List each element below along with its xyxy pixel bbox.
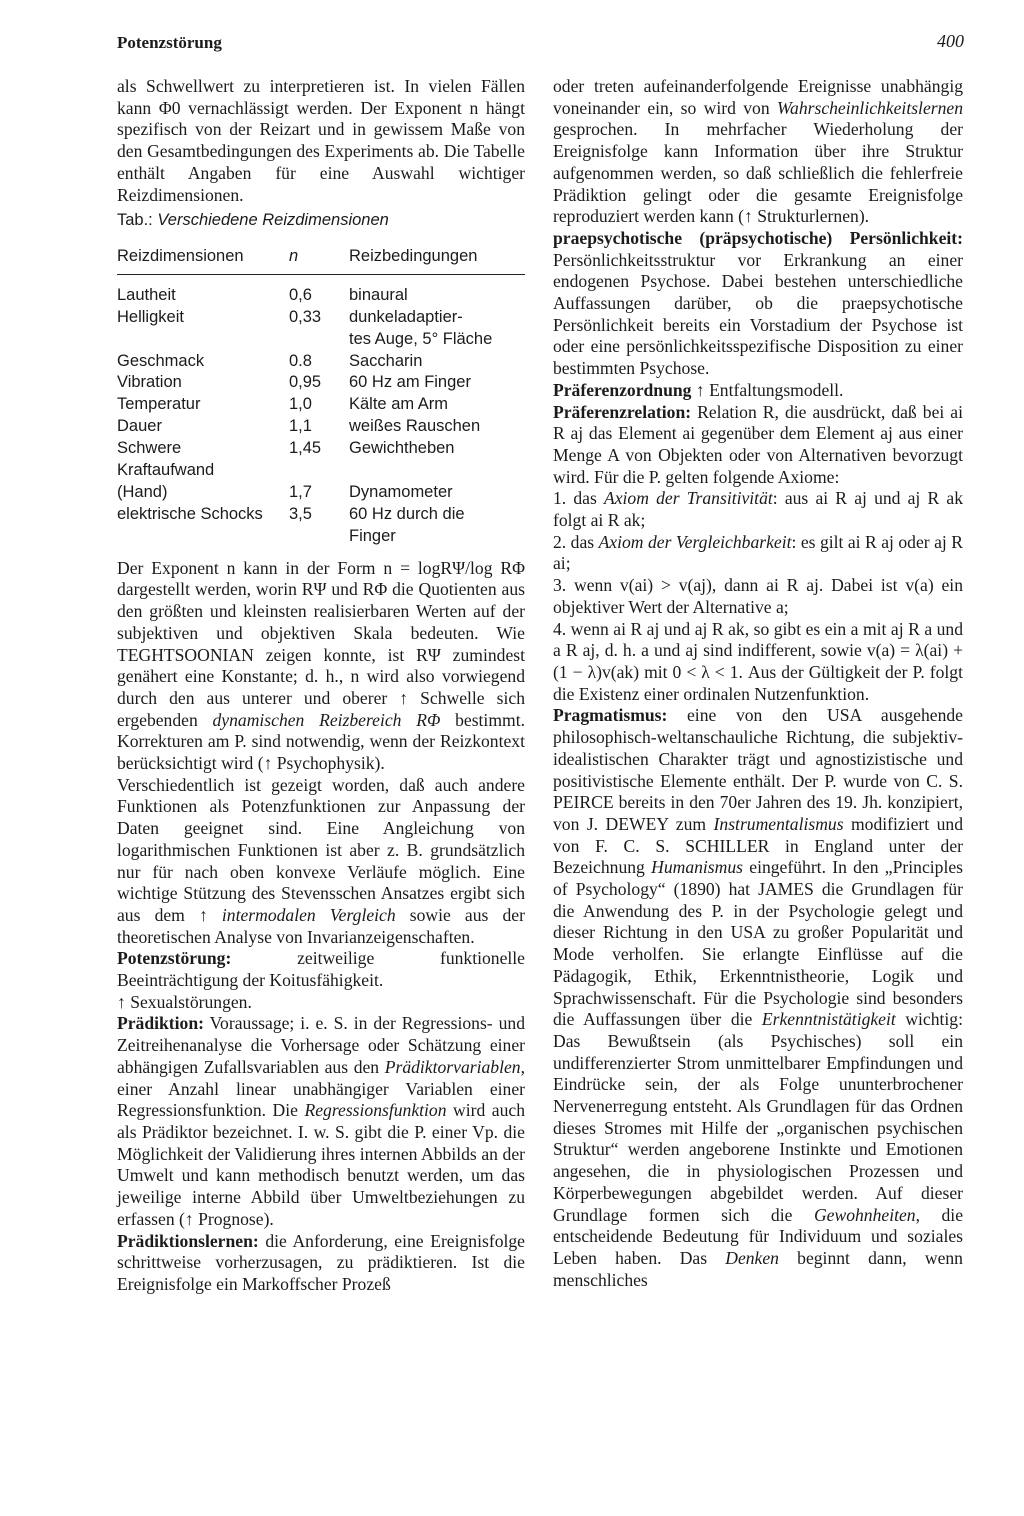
emphasis: Axiom der Transitivität — [603, 488, 773, 509]
table-cell — [289, 460, 349, 482]
table-cell: Gewichtheben — [349, 439, 455, 458]
entry-praediktionslernen — [117, 1231, 525, 1296]
table-row — [117, 504, 525, 526]
entry-praepsychotische-persoenlichkeit — [553, 228, 963, 380]
entry-praeferenzrelation — [553, 402, 963, 489]
emphasis: Wahrscheinlichkeitslernen — [777, 97, 963, 118]
table-cell: dunkeladaptier- — [349, 307, 463, 326]
text-run: Relation R, die ausdrückt, daß bei ai R aj das Element ai gegenüber dem Element aj aus einer Menge A von Objekten oder von Alternativen bevorzugt wird. Für die P. gelten folgende Axiome: — [553, 401, 963, 487]
page-number: 400 — [937, 31, 964, 51]
continuation-paragraph — [553, 76, 963, 228]
text-run: oder treten aufeinanderfolgende Ereignisse unabhängig voneinander ein, so wird von — [553, 76, 963, 118]
text-run: modifiziert und von F. C. S. SCHILLER in England unter der Bezeichnung — [553, 813, 963, 878]
entry-term: Prädiktion: — [117, 1013, 204, 1034]
text-run: zeitweilige funktionelle Beeinträchtigung der Koitusfähigkeit. — [117, 948, 525, 991]
table-row — [117, 274, 525, 306]
text-run: gesprochen. In mehrfacher Wiederholung der Ereignisfolge kann Information über ihre Struktur aufgenommen werden, so daß schließlich die fehlerfreie Prädiktion gelingt oder die gesamte Ereignisfolge reproduziert werden kann (↑ Strukturlernen). — [553, 119, 963, 227]
table-cell: elektrische Schocks — [117, 504, 263, 523]
text-run: beginnt dann, wenn menschliches — [553, 1247, 963, 1290]
table-cell: Vibration — [117, 373, 182, 392]
axiom-2 — [553, 532, 963, 575]
table-cell: Lautheit — [117, 285, 176, 304]
emphasis: dynamischen Reizbereich RΦ — [212, 709, 441, 730]
entry-praeferenzordnung — [553, 380, 963, 402]
alternatives-paragraph — [117, 775, 525, 949]
axiom-1 — [553, 488, 963, 531]
table-cell: 0,6 — [289, 285, 312, 304]
table-cell: Temperatur — [117, 395, 201, 414]
table-header-cell: n — [289, 246, 349, 274]
table-row — [117, 416, 525, 438]
text-run: 2. das — [553, 531, 599, 552]
table-cell: weißes Rauschen — [349, 417, 481, 436]
table-cell: tes Auge, 5° Fläche — [349, 329, 493, 348]
text-run: , einer Anzahl linear unabhängiger Variablen einer Regressionsfunktion. Die — [117, 1056, 525, 1121]
emphasis: Prädiktorvariablen — [384, 1056, 521, 1077]
table-row — [117, 482, 525, 504]
table-row — [117, 372, 525, 394]
table-cell — [289, 526, 349, 558]
emphasis: intermodalen Vergleich — [221, 904, 396, 925]
text-run: wichtig: Das Bewußtsein (als Psychisches) soll ein undifferenzierter Strom unmittelbarer Empfindungen und Eindrücke sein, der als Folge ununterbrochener Nervenerregung entsteht. Als Grundlagen für das Ordnen dieses Stromes mit Hilfe der „organischen psychischen Struktur“ werden angeborene Instinkte und Emotionen angesehen, die in physiologischen Prozessen und Körperbewegungen abgebildet werden. Auf dieser Grundlage formen sich die — [553, 1009, 963, 1225]
entry-praediktion — [117, 1013, 525, 1230]
text-run: eine von den USA ausgehende philosophisch-weltanschauliche Richtung, die subjektiv-idealistischen Charakter trägt und agnostizistische und positivistische Elemente enthält. Der P. wurde von C. S. PEIRCE bereits in den 70er Jahren des 19. Jh. konzipiert, von J. DEWEY zum — [553, 705, 963, 834]
table-cell: 1,0 — [289, 395, 312, 414]
left-column — [117, 76, 525, 1296]
text-run: : es gilt ai R aj oder aj R ai; — [553, 531, 963, 574]
table-row — [117, 329, 525, 351]
table-caption — [117, 210, 525, 232]
intro-paragraph: als Schwellwert zu interpretieren ist. In vielen Fällen kann Φ0 vernachlässigt werden. Der Exponent n hängt spezifisch von der Reizart und in gewissem Maße von den Gesamtbedingungen des Experiments ab. Die Tabelle enthält Angaben für eine Auswahl wichtiger Reizdimensionen. — [117, 76, 525, 205]
exponent-paragraph — [117, 558, 525, 775]
table-cell: binaural — [349, 285, 408, 304]
emphasis: Gewohnheiten — [813, 1204, 916, 1225]
table-header-cell: Reizbedingungen — [349, 246, 525, 274]
table-cell: 3,5 — [289, 504, 312, 523]
table-header-cell: Reizdimensionen — [117, 246, 289, 274]
table-row — [117, 351, 525, 373]
table-cell — [117, 329, 289, 351]
table-cell: Kraftaufwand — [117, 461, 215, 480]
table-cell: 0,95 — [289, 373, 322, 392]
entry-term: Präferenzordnung — [553, 379, 692, 400]
table-cell: 1,45 — [289, 439, 322, 458]
text-run: , die entscheidende Bedeutung für Individuum und soziales Leben haben. Das — [553, 1204, 963, 1268]
text-run: die Anforderung, eine Ereignisfolge schrittweise vorherzusagen, zu prädiktieren. Ist die Ereignisfolge ein Markoffscher Prozeß — [117, 1230, 525, 1294]
text-run: sowie aus der theoretischen Analyse von Invarianzeigenschaften. — [117, 904, 525, 947]
table-cell: Dynamometer — [349, 482, 453, 501]
axiom-3: 3. wenn v(ai) > v(aj), dann ai R aj. Dabei ist v(a) ein objektiver Wert der Alternative a; — [553, 575, 963, 617]
running-head: Potenzstörung — [117, 33, 222, 52]
table-cell: 0.8 — [289, 351, 312, 370]
table-cell: Helligkeit — [117, 307, 184, 326]
table-cell — [117, 526, 289, 558]
right-column — [553, 76, 963, 1291]
table-cell — [289, 329, 349, 351]
table-row — [117, 307, 525, 329]
entry-term: Präferenzrelation: — [553, 401, 692, 422]
table-cell: 1,7 — [289, 482, 312, 501]
emphasis: Axiom der Vergleichbarkeit — [598, 531, 792, 552]
entry-potenzstoerung — [117, 948, 525, 991]
table-cell: Geschmack — [117, 351, 205, 370]
table-cell: Saccharin — [349, 351, 423, 370]
emphasis: Denken — [725, 1247, 779, 1268]
table-caption-title: Verschiedene Reizdimensionen — [157, 211, 389, 230]
text-run: eingeführt. In den „Principles of Psychology“ (1890) hat JAMES die Grundlagen für die Anwendung des P. in der Psychologie gelegt und dieser Richtung in den USA zu großer Popularität und Mode verholfen. Sie erlangte Einflüsse auf die Pädagogik, Ethik, Erkenntnistheorie, Logik und Sprachwissenschaft. Für die Psychologie sind besonders die Auffassungen über die — [553, 857, 963, 1030]
entry-term: Prädiktionslernen: — [117, 1230, 259, 1251]
text-run: Der Exponent n kann in der Form n = logRΨ/log RΦ dargestellt werden, worin RΨ und RΦ die Quotienten aus den größten und kleinsten realisierbaren Werten auf der subjektiven und objektiven Skala bedeuten. Wie TEGHTSOONIAN zeigen konnte, ist RΨ zumindest genähert eine Konstante; d. h., n wird also vorwiegend durch den aus unterer und oberer ↑ Schwelle sich ergebenden — [117, 557, 525, 730]
table-cell: Kälte am Arm — [349, 395, 449, 414]
table-row — [117, 438, 525, 460]
text-run: wird auch als Prädiktor bezeichnet. I. w. S. gibt die P. einer Vp. die Möglichkeit der Validierung ihres internen Abbilds an der Umwelt und kann methodisch benutzt werden, um das jeweilige interne Abbild über Umweltbeziehungen zu erfassen (↑ Prognose). — [117, 1100, 525, 1229]
table-cell: 60 Hz am Finger — [349, 373, 471, 392]
text-run: Persönlichkeitsstruktur vor Erkrankung an einer endogenen Psychose. Dabei bestehen unterschiedliche Auffassungen darüber, ob die praepsychotische Persönlichkeit bereits ein Vorstadium der Psychose ist oder eine persönlichkeitsspezifische Disposition zu einer bestimmten Psychose. — [553, 249, 963, 379]
entry-term: Pragmatismus: — [553, 705, 668, 726]
text-run: Verschiedentlich ist gezeigt worden, daß auch andere Funktionen als Potenzfunktionen zur Anpassung der Daten geeignet sind. Eine Angleichung von logarithmischen Funktionen ist aber z. B. grundsätzlich nur für nach oben konvexe Verläufe möglich. Eine wichtige Stützung des Stevensschen Ansatzes ergibt sich aus dem ↑ — [117, 774, 525, 925]
table-cell: Dauer — [117, 417, 162, 436]
table-row — [117, 394, 525, 416]
axiom-4: 4. wenn ai R aj und aj R ak, so gibt es ein a mit aj R a und a R aj, d. h. a und aj sind indifferent, sowie v(a) = λ(ai) + (1 − λ)v(ak) mit 0 < λ < 1. Aus der Gültigkeit der P. folgt die Existenz einer ordinalen Nutzenfunktion. — [553, 618, 963, 704]
text-run: Voraussage; i. e. S. in der Regressions- und Zeitreihenanalyse die Vorhersage oder Schätzung einer abhängigen Zufallsvariablen aus den — [117, 1013, 525, 1077]
emphasis: Humanismus — [651, 857, 743, 878]
table-header-row — [117, 246, 525, 274]
table-cell: 0,33 — [289, 307, 322, 326]
text-run: : aus ai R aj und aj R ak folgt ai R ak; — [553, 488, 963, 531]
table-cell: Finger — [349, 526, 396, 545]
table-cell: Schwere — [117, 439, 182, 458]
stimulus-dimensions-table — [117, 246, 525, 558]
emphasis: Regressionsfunktion — [304, 1100, 447, 1121]
entry-pragmatismus — [553, 705, 963, 1291]
table-row — [117, 526, 525, 558]
table-cell — [349, 460, 525, 482]
emphasis: Erkenntnistätigkeit — [761, 1009, 896, 1030]
table-caption-prefix: Tab.: — [117, 211, 153, 230]
text-run: 1. das — [553, 488, 604, 509]
text-run: ↑ Entfaltungsmodell. — [691, 379, 844, 400]
emphasis: Instrumentalismus — [713, 813, 844, 834]
entry-term: Potenzstörung: — [117, 948, 232, 969]
text-run: bestimmt. Korrekturen am P. sind notwendig, wenn der Reizkontext berücksichtigt wird (↑ Psychophysik). — [117, 709, 525, 774]
table-cell: (Hand) — [117, 482, 168, 501]
table-cell: 60 Hz durch die — [349, 504, 465, 523]
table-row — [117, 460, 525, 482]
table-cell: 1,1 — [289, 417, 312, 436]
entry-term: praepsychotische (präpsychotische) Persönlichkeit: — [553, 227, 963, 248]
entry-potenzstoerung-reference: ↑ Sexualstörungen. — [117, 991, 252, 1012]
